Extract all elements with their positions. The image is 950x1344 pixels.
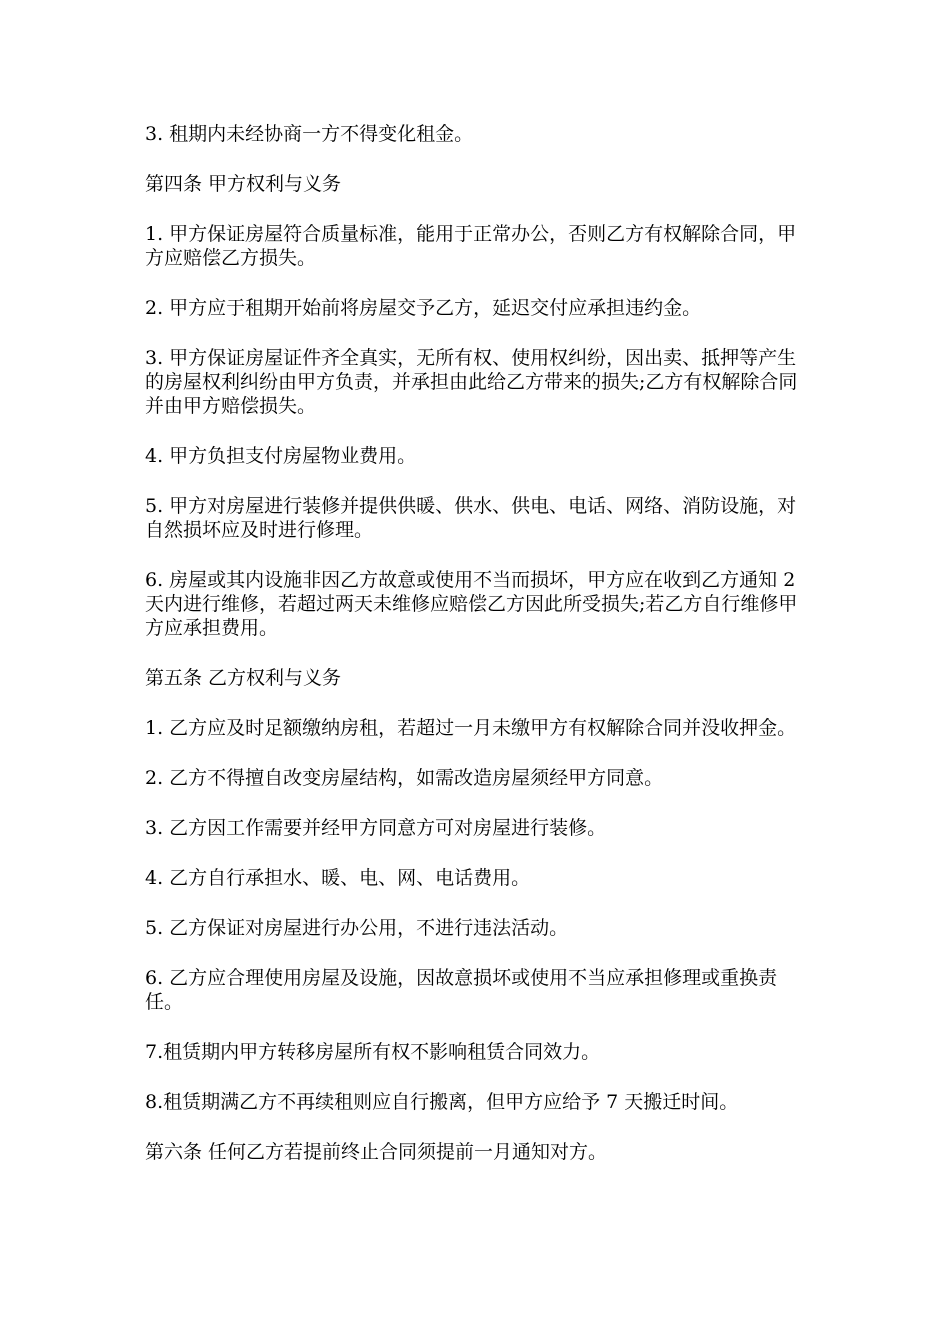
article-6-heading: 第六条 任何乙方若提前终止合同须提前一月通知对方。 (145, 1141, 608, 1163)
article-4-item-5: 5. 甲方对房屋进行装修并提供供暖、供水、供电、电话、网络、消防设施，对自然损坏应及时进行修理。 (145, 495, 797, 541)
article-4-item-4: 4. 甲方负担支付房屋物业费用。 (145, 445, 417, 467)
article-5-item-4: 4. 乙方自行承担水、暖、电、网、电话费用。 (145, 867, 531, 889)
article-5-item-3: 3. 乙方因工作需要并经甲方同意方可对房屋进行装修。 (145, 817, 607, 839)
article-4-item-3: 3. 甲方保证房屋证件齐全真实，无所有权、使用权纠纷，因出卖、抵押等产生的房屋权利纠纷由甲方负责，并承担由此给乙方带来的损失;乙方有权解除合同并由甲方赔偿损失。 (145, 347, 798, 417)
article-5-heading: 第五条 乙方权利与义务 (145, 667, 342, 689)
article-5-item-7: 7.租赁期内甲方转移房屋所有权不影响租赁合同效力。 (145, 1041, 601, 1063)
article-4-item-6: 6. 房屋或其内设施非因乙方故意或使用不当而损坏，甲方应在收到乙方通知 2 天内进行维修，若超过两天未维修应赔偿乙方因此所受损失;若乙方自行维修甲方应承担费用。 (145, 569, 798, 639)
article-5-item-8: 8.租赁期满乙方不再续租则应自行搬离，但甲方应给予 7 天搬迁时间。 (145, 1091, 739, 1113)
article-5-item-2: 2. 乙方不得擅自改变房屋结构，如需改造房屋须经甲方同意。 (145, 767, 664, 789)
article-5-item-6: 6. 乙方应合理使用房屋及设施，因故意损坏或使用不当应承担修理或重换责任。 (145, 967, 778, 1013)
article-4-heading: 第四条 甲方权利与义务 (145, 173, 342, 195)
document-page (145, 122, 810, 1190)
article-4-item-2: 2. 甲方应于租期开始前将房屋交予乙方，延迟交付应承担违约金。 (145, 297, 702, 319)
article-4-item-1: 1. 甲方保证房屋符合质量标准，能用于正常办公，否则乙方有权解除合同，甲方应赔偿乙方损失。 (145, 223, 797, 269)
clause-3-rent-change: 3. 租期内未经协商一方不得变化租金。 (145, 123, 474, 145)
article-5-item-1: 1. 乙方应及时足额缴纳房租，若超过一月未缴甲方有权解除合同并没收押金。 (145, 717, 797, 739)
article-5-item-5: 5. 乙方保证对房屋进行办公用，不进行违法活动。 (145, 917, 569, 939)
